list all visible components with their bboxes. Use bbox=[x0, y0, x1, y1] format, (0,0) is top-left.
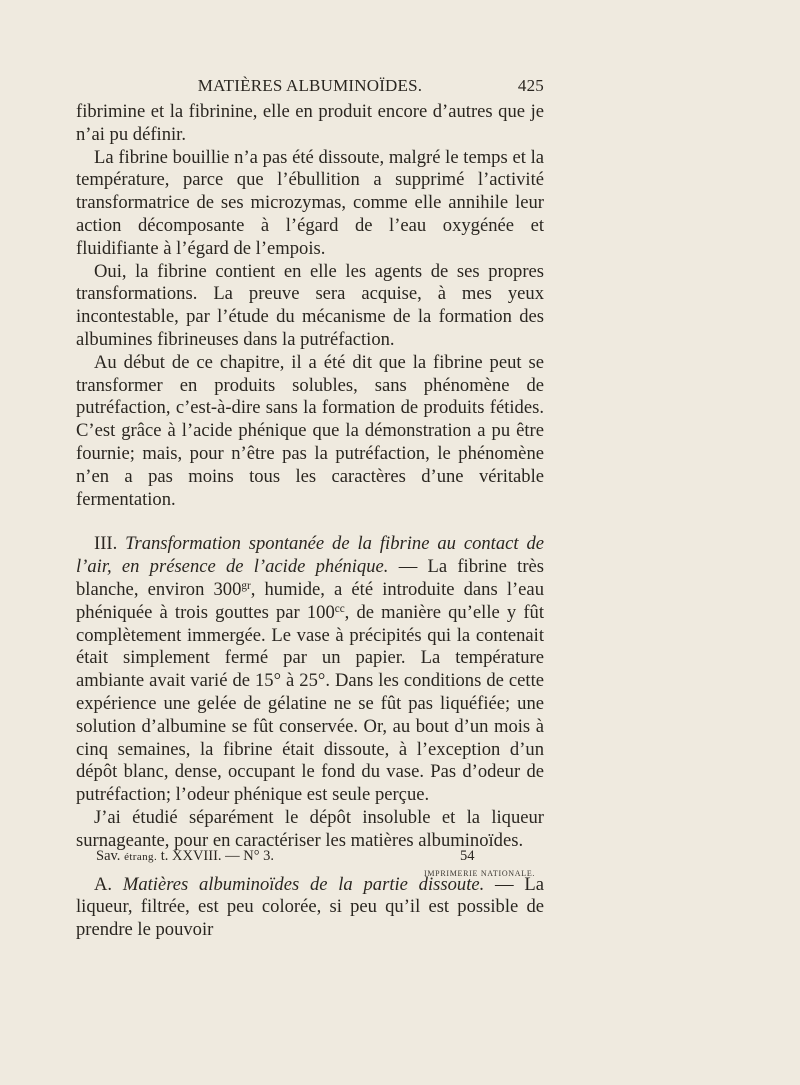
paragraph-text: , humide, a été introduite dans l’eau phéniquée à trois gouttes par 100 bbox=[76, 578, 544, 623]
paragraph: Au début de ce chapitre, il a été dit que la fibrine peut se transformer en produits solubles, sans phénomène de putréfaction, c’est-à-dire sans la formation de produits fétides. C’est grâce à l’acide phénique que la démonstration a pu être fournie; mais, pour n’être pas la putréfaction, le phénomène n’en a pas moins tous les caractères d’une véritable fermentation. bbox=[76, 351, 544, 510]
unit-superscript: gr bbox=[241, 579, 251, 592]
section-label: A. bbox=[94, 873, 113, 895]
section-heading: Transformation spontanée de la fibrine au contact de l’air, en présence de l’acide phénique. bbox=[76, 533, 545, 578]
running-title: MATIÈRES ALBUMINOÏDES. bbox=[197, 76, 423, 95]
paragraph: La fibrine bouillie n’a pas été dissoute, malgré le temps et la température, parce que l’ébullition a supprimé l’activité transformatrice de ses microzymas, comme elle annihile leur action décomposante à l’égard de l’eau oxygénée et fluidifiante à l’égard de l’empois. bbox=[76, 146, 544, 259]
unit-superscript: cc bbox=[334, 602, 345, 615]
section-iii-paragraph bbox=[76, 533, 544, 807]
paragraph: J’ai étudié séparément le dépôt insoluble et la liqueur surnageante, pour en caractériser les matières albuminoïdes. bbox=[76, 806, 544, 851]
signature-number: 54 bbox=[460, 848, 475, 864]
paragraph-text: — La fibrine très blanche, environ 300 bbox=[76, 556, 545, 600]
section-label: III. bbox=[94, 533, 118, 555]
signature-smallcaps: étrang. bbox=[124, 851, 158, 863]
paragraph: fibrimine et la fibrinine, elle en produit encore d’autres que je n’ai pu définir. bbox=[76, 101, 544, 145]
paragraph-text: , de manière qu’elle y fût complètement immergée. Le vase à précipités qui la contenait était simplement fermé par un papier. La température ambiante avait varié de 15° à 25°. Dans les conditions de cette expérience une gelée de gélatine ne se fût pas liquéfiée; une solution d’albumine se fût conservée. Or, au bout d’un mois à cinq semaines, la fibrine était dissoute, à l’exception d’un dépôt blanc, dense, occupant le fond du vase. Pas d’odeur de putréfaction; l’odeur phénique est seule perçue. bbox=[76, 601, 544, 806]
page-number: 425 bbox=[517, 76, 544, 95]
signature-mark bbox=[96, 848, 274, 865]
section-heading: Matières albuminoïdes de la partie dissoute. bbox=[122, 873, 485, 895]
section-a-paragraph bbox=[76, 874, 544, 942]
printer-imprint: IMPRIMERIE NATIONALE. bbox=[424, 869, 536, 878]
signature-volume: t. XXVIII. — N° 3. bbox=[157, 848, 275, 864]
signature-line bbox=[96, 848, 552, 870]
paragraph: Oui, la fibrine contient en elle les agents de ses propres transformations. La preuve sera acquise, à mes yeux incontestable, par l’étude du mécanisme de la formation des albumines fibrineuses dans la putréfaction. bbox=[76, 260, 544, 350]
signature-prefix: Sav. bbox=[96, 848, 125, 864]
body-text bbox=[76, 101, 544, 942]
running-header bbox=[76, 76, 544, 100]
paragraph-text: — La liqueur, filtrée, est peu colorée, si peu qu’il est possible de prendre le pouvoir bbox=[76, 873, 544, 941]
